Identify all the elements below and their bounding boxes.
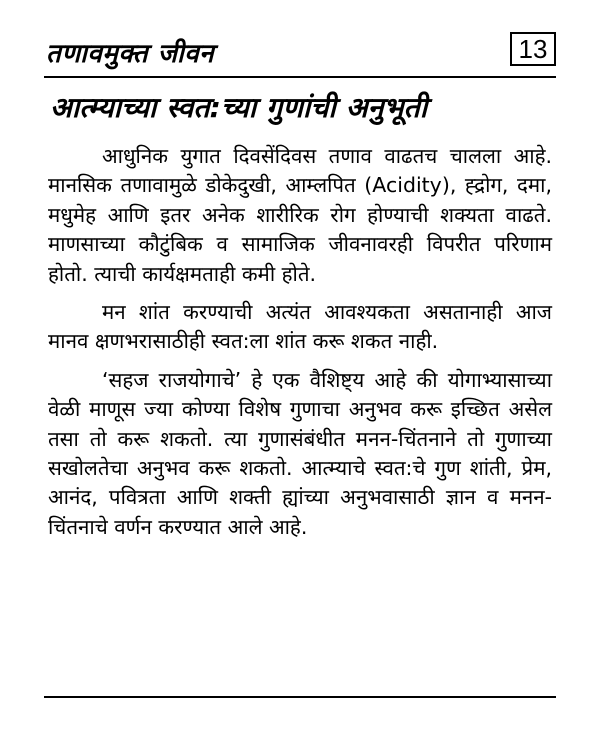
page-header bbox=[44, 28, 556, 76]
header-rule bbox=[44, 76, 556, 78]
footer-rule bbox=[44, 696, 556, 698]
paragraph-3: ‘सहज राजयोगाचे’ हे एक वैशिष्ट्य आहे की योगाभ्यासाच्या वेळी माणूस ज्या कोण्या विशेष गुणाचा अनुभव करू इच्छित असेल तसा तो करू शकतो. त्या गुणासंबंधीत मनन-चिंतनाने तो गुणाच्या सखोलतेचा अनुभव करू शकतो. आत्म्याचे स्वत:चे गुण शांती, प्रेम, आनंद, पवित्रता आणि शक्ती ह्यांच्या अनुभवासाठी ज्ञान व मनन-चिंतनाचे वर्णन करण्यात आले आहे. bbox=[48, 367, 552, 539]
page-number: 13 bbox=[510, 32, 556, 66]
paragraph-1: आधुनिक युगात दिवसेंदिवस तणाव वाढतच चालला आहे. मानसिक तणावामुळे डोकेदुखी, आम्लपित (Acidity), ह्द्रोग, दमा, मधुमेह आणि इतर अनेक शारीरिक रोग होण्याची शक्यता वाढते. माणसाच्या कौटुंबिक व सामाजिक जीवनावरही विपरीत परिणाम होतो. त्याची कार्यक्षमताही कमी होते. bbox=[48, 144, 552, 286]
body-text bbox=[48, 142, 552, 542]
paragraph-2: मन शांत करण्याची अत्यंत आवश्यकता असतानाही आज मानव क्षणभरासाठीही स्वत:ला शांत करू शकत नाही. bbox=[48, 300, 552, 354]
running-title: तणावमुक्त जीवन bbox=[46, 39, 215, 69]
chapter-title: आत्म्याच्या स्वत:च्या गुणांची अनुभूती bbox=[50, 91, 428, 124]
